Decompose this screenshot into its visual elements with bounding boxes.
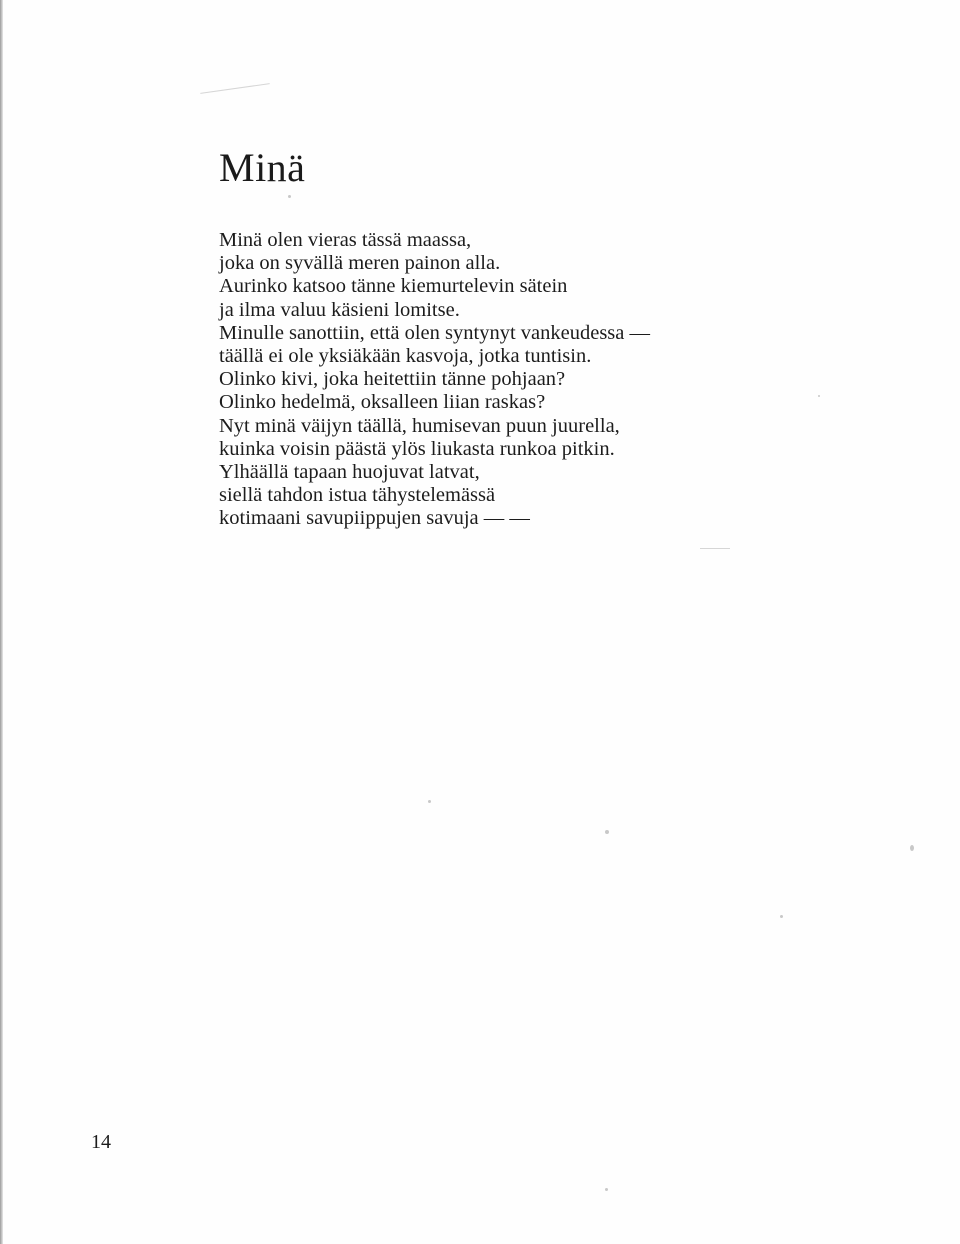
scan-speck <box>818 395 820 397</box>
poem-line: täällä ei ole yksiäkään kasvoja, jotka tuntisin. <box>219 344 592 367</box>
scan-speck <box>910 845 914 851</box>
poem-line: Olinko kivi, joka heitettiin tänne pohjaan? <box>219 368 566 391</box>
scan-speck <box>780 915 783 918</box>
scan-speck <box>288 195 291 198</box>
poem-line: Minä olen vieras tässä maassa, <box>219 229 472 251</box>
scan-speck <box>605 1188 608 1191</box>
poem-line: ja ilma valuu käsieni lomitse. <box>219 298 460 321</box>
scan-speck <box>605 830 609 834</box>
poem-text <box>219 229 650 530</box>
poem-line: siellä tahdon istua tähystelemässä <box>219 484 496 507</box>
poem-line: Ylhäällä tapaan huojuvat latvat, <box>219 460 480 483</box>
poem-line: Nyt minä väijyn täällä, humisevan puun juurella, <box>219 414 620 437</box>
poem-line: Minulle sanottiin, että olen syntynyt vankeudessa — <box>219 321 651 344</box>
page-number: 14 <box>91 1131 111 1153</box>
poem-line: joka on syvällä meren painon alla. <box>219 252 501 275</box>
pencil-mark <box>200 83 269 94</box>
poem-title: Minä <box>219 145 306 190</box>
scan-mark <box>700 548 730 549</box>
poem-line: kuinka voisin päästä ylös liukasta runkoa pitkin. <box>219 437 615 460</box>
poem-line: Aurinko katsoo tänne kiemurtelevin sätein <box>219 275 568 298</box>
poem-line: Olinko hedelmä, oksalleen liian raskas? <box>219 391 546 414</box>
poem-line: kotimaani savupiippujen savuja — — <box>219 507 530 530</box>
page-edge-shadow <box>0 0 3 1244</box>
scan-speck <box>428 800 431 803</box>
